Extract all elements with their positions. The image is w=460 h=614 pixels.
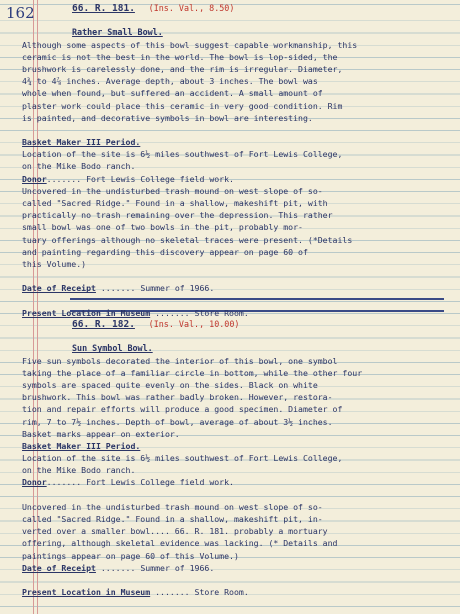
period-heading: Basket Maker III Period. xyxy=(22,440,141,451)
catalog-number: 66. R. 181. xyxy=(72,3,135,14)
discovery-line: Uncovered in the undisturbed trash mound on west slope of so- xyxy=(22,501,323,512)
item-title: Rather Small Bowl. xyxy=(72,27,163,38)
catalog-number: 66. R. 182. xyxy=(72,319,135,330)
receipt-line: Date of Receipt ....... Summer of 1966. xyxy=(22,562,215,573)
location-line: Location of the site is 6½ miles southwest of Fort Lewis College, xyxy=(22,149,343,160)
discovery-line: offering, although skeletal evidence was lacking. (* Details and xyxy=(22,538,338,549)
description-line: Although some aspects of this bowl suggest capable workmanship, this xyxy=(22,39,358,50)
receipt-value: Summer of 1966. xyxy=(140,562,215,573)
receipt-label: Date of Receipt xyxy=(22,283,96,294)
insured-value: (Ins. Val., 10.00) xyxy=(148,319,240,329)
donor-value: Fort Lewis College field work. xyxy=(86,477,234,488)
receipt-line: Date of Receipt ....... Summer of 1966. xyxy=(22,283,215,294)
discovery-line: called "Sacred Ridge." Found in a shallow, makeshift pit, with xyxy=(22,198,328,208)
museum-label: Present Location in Museum xyxy=(22,587,151,598)
description-line: brushwork. This bowl was rather badly broken. However, restora- xyxy=(22,392,333,403)
description-line: Basket marks appear on exterior. xyxy=(22,428,180,439)
description-block xyxy=(22,355,454,599)
museum-value: Store Room. xyxy=(194,307,249,318)
description-line: 4¾ to 4⅞ inches. Average depth, about 3 inches. The bowl was xyxy=(22,76,318,87)
donor-line: Donor....... Fort Lewis College field work. xyxy=(22,477,234,488)
description-block xyxy=(22,39,454,319)
item-title: Sun Symbol Bowl. xyxy=(72,343,153,354)
description-line: ceramic is not the best in the world. The bowl is lop-sided, the xyxy=(22,51,338,62)
receipt-label: Date of Receipt xyxy=(22,562,96,573)
description-line: taking the place of a familiar circle in bottom, while the other four xyxy=(22,367,363,378)
spacer xyxy=(72,330,454,342)
discovery-line: Uncovered in the undisturbed trash mound on west slope of so- xyxy=(22,185,323,196)
receipt-value: Summer of 1966. xyxy=(140,283,215,294)
museum-value: Store Room. xyxy=(194,587,249,598)
description-line: Five sun symbols decorated the interior of this bowl, one symbol xyxy=(22,355,338,366)
description-line: is painted, and decorative symbols in bowl are interesting. xyxy=(22,112,313,123)
description-line: tion and repair efforts will produce a good specimen. Diameter of xyxy=(22,404,343,415)
spacer xyxy=(72,14,454,26)
donor-line: Donor....... Fort Lewis College field work. xyxy=(22,173,234,184)
spacer xyxy=(22,270,454,282)
spacer xyxy=(22,295,454,307)
discovery-line: tuary offerings although no skeletal traces were present. (*Details xyxy=(22,234,353,245)
location-line: on the Mike Bodo ranch. xyxy=(22,465,136,476)
period-heading: Basket Maker III Period. xyxy=(22,137,141,148)
discovery-line: this Volume.) xyxy=(22,258,87,269)
catalog-entry xyxy=(22,318,454,598)
donor-value: Fort Lewis College field work. xyxy=(86,173,234,184)
discovery-line: paintings appear on page 60 of this Volume.) xyxy=(22,550,239,561)
donor-label: Donor xyxy=(22,173,47,184)
description-line: brushwork is carelessly done, and the rim is irregular. Diameter, xyxy=(22,63,343,74)
discovery-line: verted over a smaller bowl.... 66. R. 181. probably a mortuary xyxy=(22,526,328,537)
location-line: on the Mike Bodo ranch. xyxy=(22,161,136,172)
discovery-line: small bowl was one of two bowls in the pit, probably mor- xyxy=(22,222,303,233)
catalog-entry xyxy=(22,2,454,319)
discovery-line: practically no trash remaining over the depression. This rather xyxy=(22,210,333,221)
entry-header xyxy=(72,2,454,14)
page-number: 162 xyxy=(6,4,35,22)
description-line: rim, 7 to 7½ inches. Depth of bowl, average of about 3½ inches. xyxy=(22,416,333,427)
discovery-line: called "Sacred Ridge." Found in a shallow, makeshift pit, in- xyxy=(22,514,323,524)
description-line: symbols are spaced quite evenly on the sides. Black on white xyxy=(22,379,318,390)
insured-value: (Ins. Val., 8.50) xyxy=(148,3,235,13)
spacer xyxy=(22,124,454,136)
spacer xyxy=(22,574,454,586)
description-line: plaster work could place this ceramic in very good condition. Rim xyxy=(22,100,343,111)
spacer xyxy=(22,489,454,501)
description-line: whole when found, but suffered an accident. A small amount of xyxy=(22,88,323,99)
museum-line: Present Location in Museum ....... Store Room. xyxy=(22,587,249,598)
donor-label: Donor xyxy=(22,477,47,488)
museum-label: Present Location in Museum xyxy=(22,307,151,318)
entry-header xyxy=(72,318,454,330)
museum-line: Present Location in Museum ....... Store Room. xyxy=(22,307,249,318)
discovery-line: and painting regarding this discovery appear on page 60 of xyxy=(22,246,308,257)
location-line: Location of the site is 6½ miles southwest of Fort Lewis College, xyxy=(22,453,343,464)
